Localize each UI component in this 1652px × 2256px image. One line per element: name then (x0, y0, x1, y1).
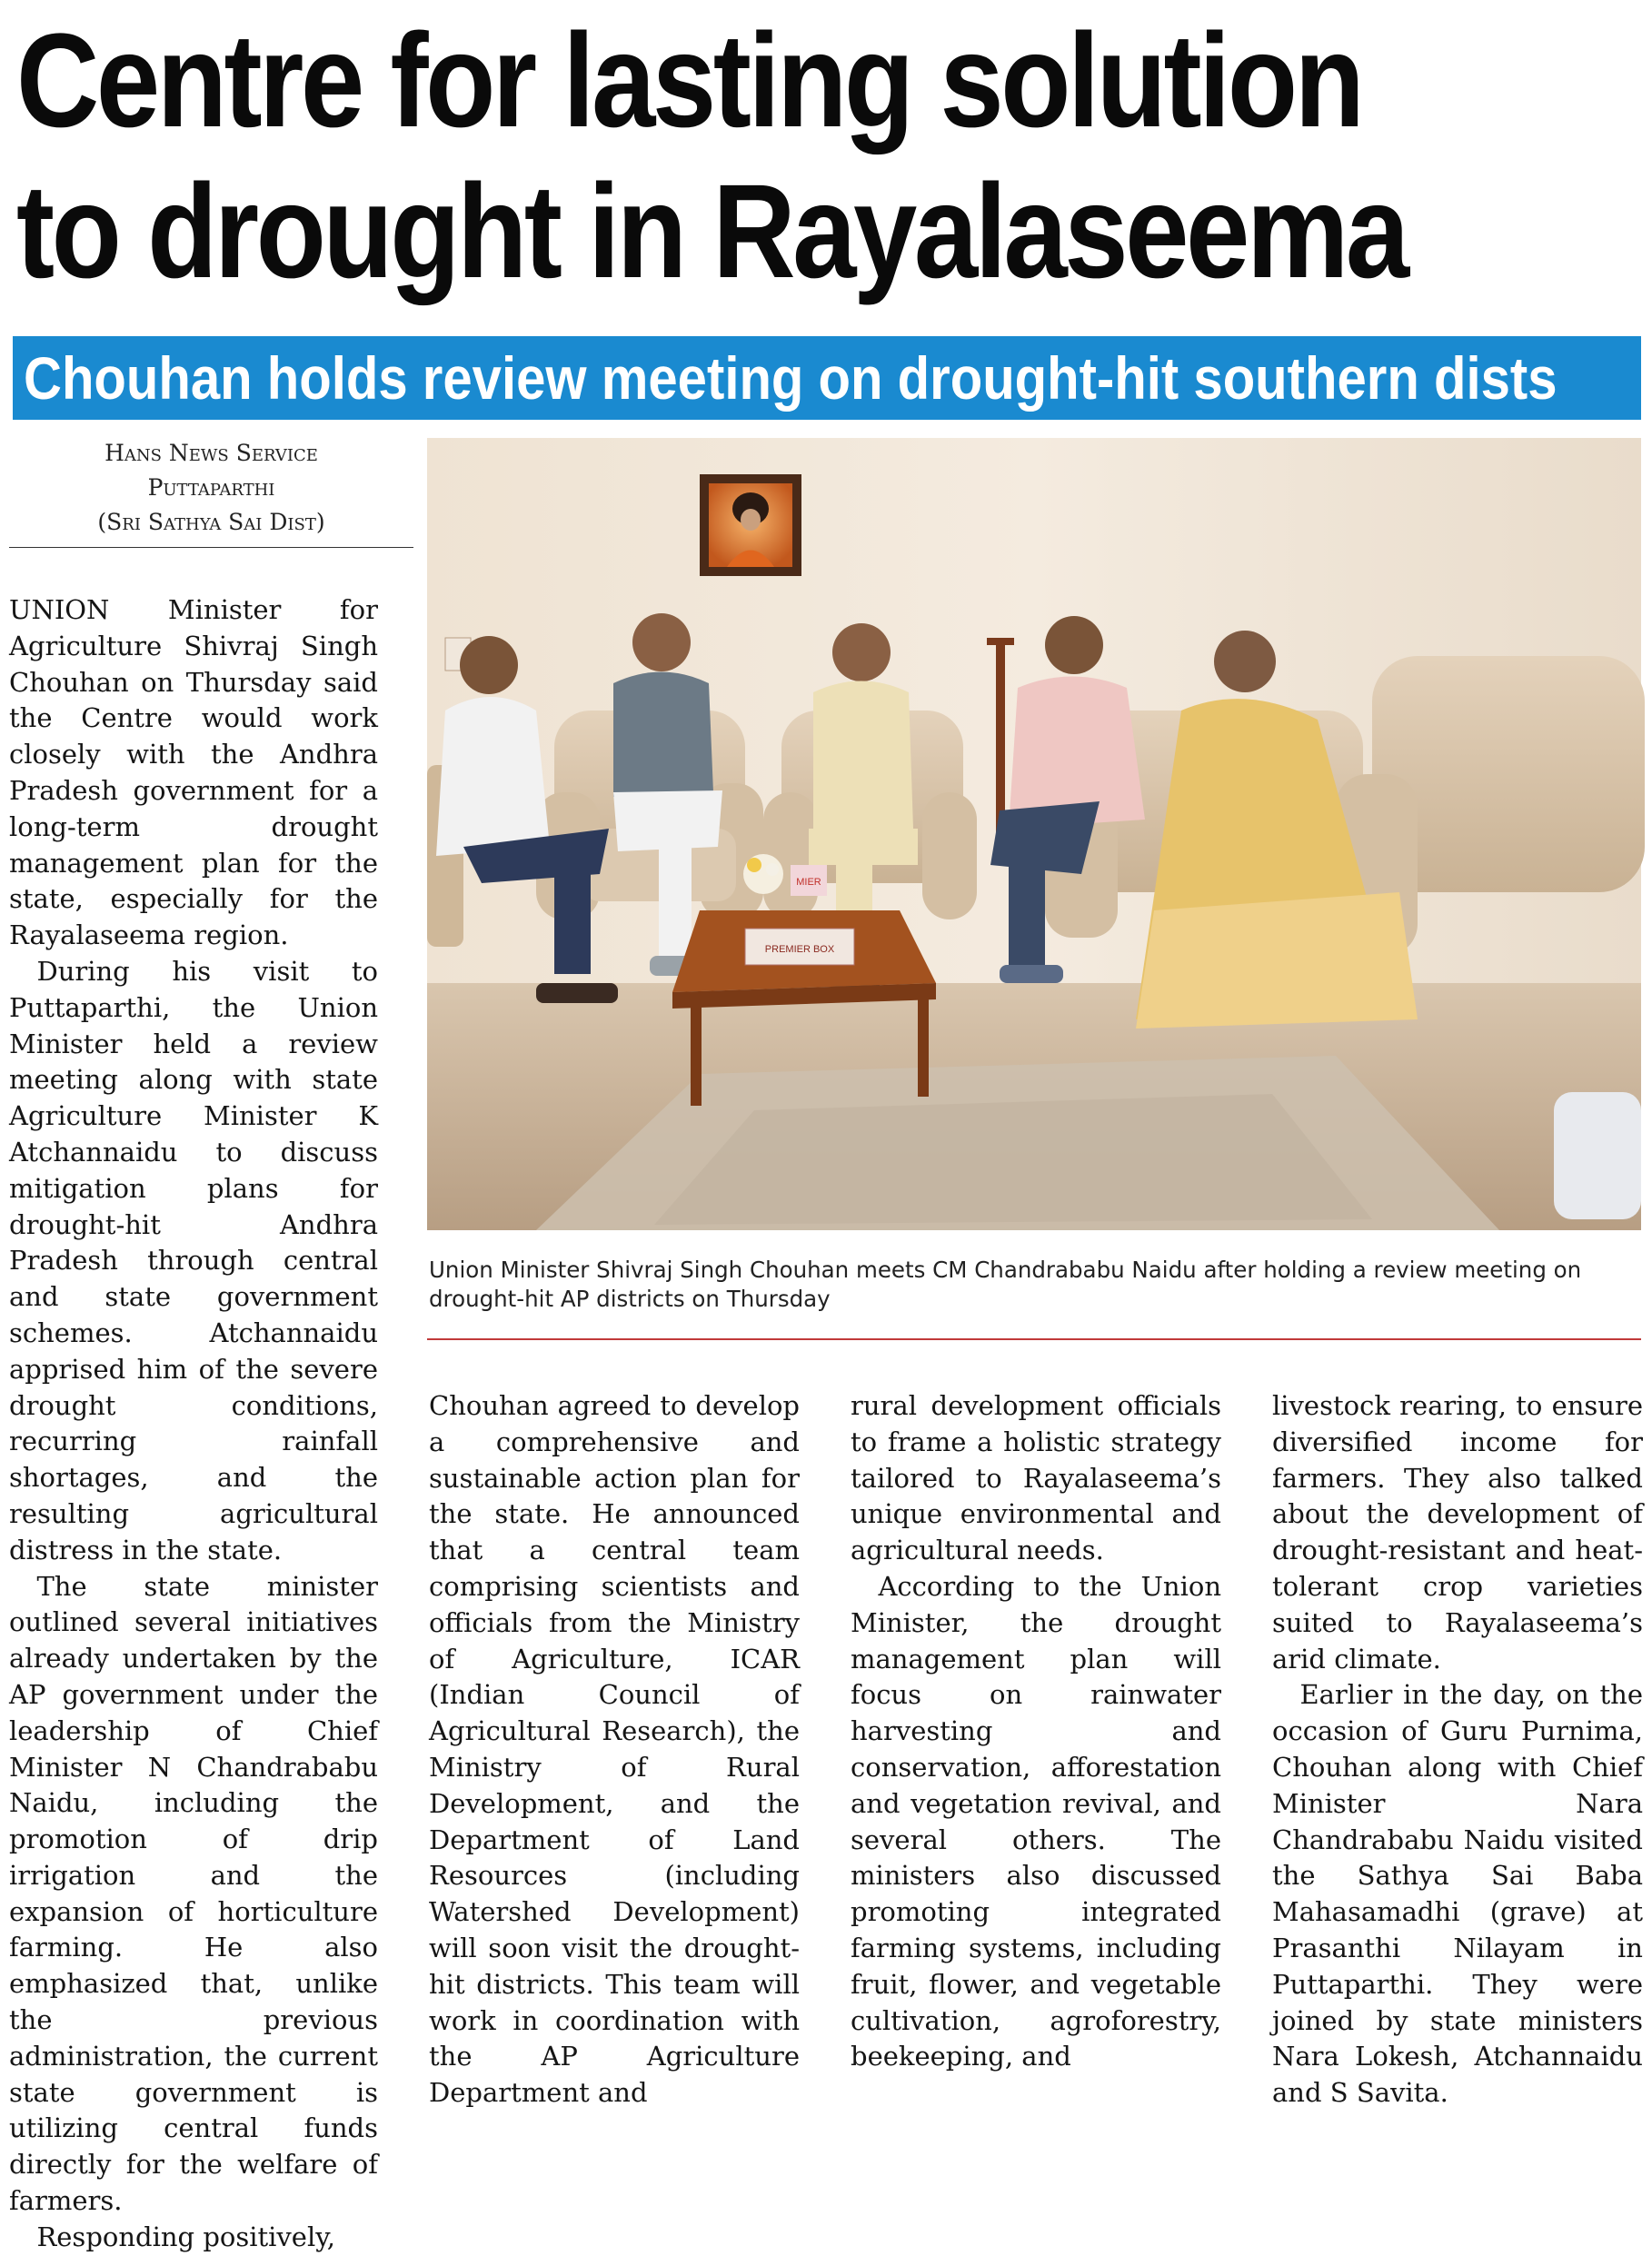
subheadline-bar (13, 336, 1641, 420)
paragraph: Chouhan agreed to develop a comprehensive and sustainable action plan for the state. He announced that a central team comprising scientists and officials from the Ministry of Agriculture, ICAR (Indian Council of Agricultural Research), the Ministry of Rural Development, and the Department of Land Resources (including Watershed Development) will soon visit the drought-hit districts. This team will work in coordination with the AP Agriculture Department and (429, 1390, 800, 2109)
paragraph: UNION Minister for Agriculture Shivraj Singh Chouhan on Thursday said the Centre would work closely with the Andhra Pradesh government for a long-term drought management plan for the state, especially for the Rayalaseema region. (9, 594, 378, 951)
photo-table-placard: MIER (796, 877, 821, 888)
paragraph: The state minister outlined several initiatives already undertaken by the AP government under the leadership of Chief Minister N Chandrababu Naidu, including the promotion of drip irrigation and the expansion of horticulture farming. He also emphasized that, unlike the previous administration, the current state government is utilizing central funds directly for the welfare of farmers. (9, 1570, 378, 2217)
paragraph: According to the Union Minister, the drought management plan will focus on rainwater harvesting and conservation, afforestation and vegetation revival, and several others. The ministers also discussed promoting integrated farming systems, including fruit, flower, and vegetable cultivation, agroforestry, beekeeping, and (851, 1570, 1221, 2072)
headline-line-2: to drought in Rayalaseema (16, 157, 1407, 306)
byline-place: Puttaparthi (147, 474, 275, 501)
photo-framed-portrait (700, 474, 801, 576)
byline-divider (9, 547, 413, 548)
photo-box-label: PREMIER BOX (764, 944, 835, 955)
paragraph: Responding positively, (36, 2221, 335, 2252)
paragraph: Earlier in the day, on the occasion of Guru Purnima, Chouhan along with Chief Minister Nara Chandrababu Naidu visited the Sathya Sai Baba Mahasamadhi (grave) at Prasanthi Nilayam in Puttaparthi. They were joined by state ministers Nara Lokesh, Atchannaidu and S Savita. (1272, 1679, 1643, 2109)
photo-caption: Union Minister Shivraj Singh Chouhan meets CM Chandrababu Naidu after holding a review meeting on drought-hit AP districts on Thursday (429, 1257, 1582, 1312)
byline-district: (Sri Sathya Sai Dist) (97, 509, 325, 535)
news-photo (427, 438, 1641, 1230)
article-column-1 (9, 592, 378, 2256)
headline-line-1: Centre for lasting solution (16, 6, 1362, 155)
paragraph: During his visit to Puttaparthi, the Union Minister held a review meeting along with state Agriculture Minister K Atchannaidu to discuss mitigation plans for drought-hit Andhra Pradesh through central and state government schemes. Atchannaidu apprised him of the severe drought conditions, recurring rainfall shortages, and the resulting agricultural distress in the state. (9, 955, 378, 1565)
paragraph: rural development officials to frame a holistic strategy tailored to Rayalaseema’s unique environmental and agricultural needs. (851, 1390, 1221, 1566)
byline-agency: Hans News Service (104, 440, 318, 466)
byline (9, 436, 413, 540)
headline (16, 5, 1415, 307)
article-column-3 (851, 1388, 1221, 2075)
photo-bag (1554, 1092, 1641, 1219)
article-column-4 (1272, 1388, 1643, 2112)
article-column-2 (429, 1388, 800, 2112)
paragraph: livestock rearing, to ensure diversified income for farmers. They also talked about the development of drought-resistant and heat-tolerant crop varieties suited to Rayalaseema’s arid climate. (1272, 1390, 1643, 1675)
caption-divider (427, 1338, 1641, 1340)
subheadline: Chouhan holds review meeting on drought-hit southern dists (24, 344, 1557, 412)
